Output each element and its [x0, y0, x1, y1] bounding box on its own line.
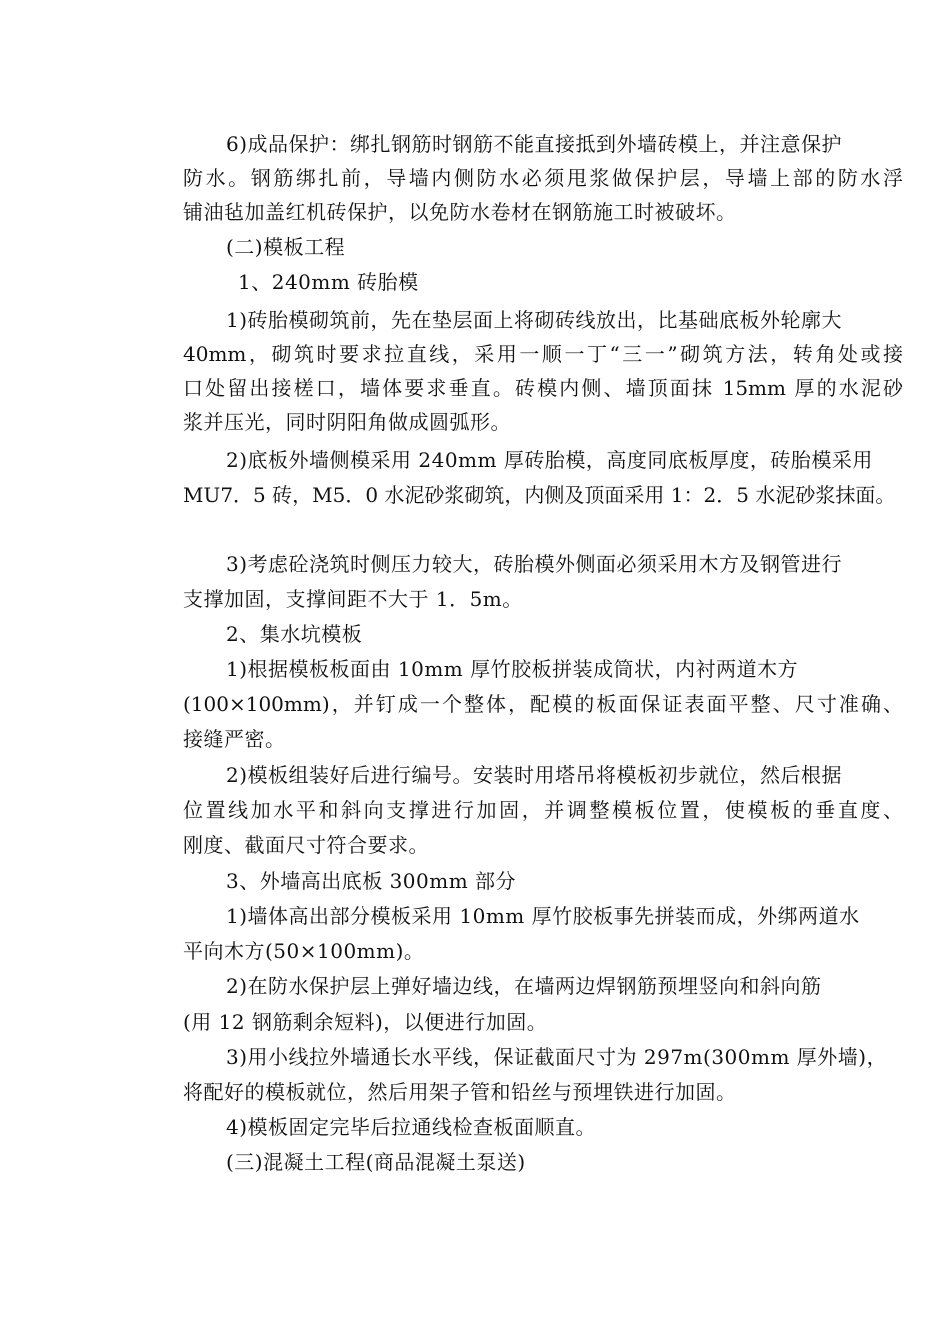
paragraph-line: 1)墙体高出部分模板采用 10mm 厚竹胶板事先拼装而成，外绑两道水 — [226, 904, 860, 928]
subsection-heading: 1、240mm 砖胎模 — [238, 270, 419, 294]
paragraph-line: 3)考虑砼浇筑时侧压力较大，砖胎模外侧面必须采用木方及钢管进行 — [226, 552, 843, 576]
paragraph-line: 将配好的模板就位，然后用架子管和铅丝与预埋铁进行加固。 — [183, 1080, 737, 1104]
paragraph-line: 2)在防水保护层上弹好墙边线，在墙两边焊钢筋预埋竖向和斜向筋 — [226, 974, 822, 998]
paragraph-line: 支撑加固，支撑间距不大于 1．5m。 — [183, 587, 523, 611]
paragraph-line: 铺油毡加盖红机砖保护，以免防水卷材在钢筋施工时被破坏。 — [183, 200, 737, 224]
paragraph-line: (100×100mm)，并钉成一个整体，配模的板面保证表面平整、尺寸准确、 — [183, 692, 903, 716]
paragraph-line: 防水。钢筋绑扎前，导墙内侧防水必须甩浆做保护层，导墙上部的防水浮 — [183, 166, 903, 190]
paragraph-line: 40mm，砌筑时要求拉直线，采用一顺一丁“三一”砌筑方法，转角处或接 — [183, 342, 903, 366]
paragraph-line: 2)模板组装好后进行编号。安装时用塔吊将模板初步就位，然后根据 — [226, 763, 843, 787]
paragraph-line: 浆并压光，同时阴阳角做成圆弧形。 — [183, 410, 511, 434]
subsection-heading: 2、集水坑模板 — [226, 622, 363, 646]
paragraph-line: 3)用小线拉外墙通长水平线，保证截面尺寸为 297m(300mm 厚外墙)， — [226, 1045, 888, 1069]
paragraph-line: 1)根据模板板面由 10mm 厚竹胶板拼装成筒状，内衬两道木方 — [226, 657, 799, 681]
paragraph-line: 6)成品保护：绑扎钢筋时钢筋不能直接抵到外墙砖模上，并注意保护 — [226, 132, 843, 156]
paragraph-line: 位置线加水平和斜向支撑进行加固，并调整模板位置，使模板的垂直度、 — [183, 798, 903, 822]
paragraph-line: 刚度、截面尺寸符合要求。 — [183, 833, 429, 857]
section-heading: (二)模板工程 — [226, 235, 346, 259]
section-heading: (三)混凝土工程(商品混凝土泵送) — [226, 1150, 526, 1174]
paragraph-line: 4)模板固定完毕后拉通线检查板面顺直。 — [226, 1115, 597, 1139]
paragraph-line: 2)底板外墙侧模采用 240mm 厚砖胎模，高度同底板厚度，砖胎模采用 — [226, 448, 873, 472]
paragraph-line: (用 12 钢筋剩余短料)，以便进行加固。 — [183, 1010, 548, 1034]
paragraph-line: 口处留出接槎口，墙体要求垂直。砖模内侧、墙顶面抹 15mm 厚的水泥砂 — [183, 376, 903, 400]
paragraph-line: 平向木方(50×100mm)。 — [183, 939, 425, 963]
subsection-heading: 3、外墙高出底板 300mm 部分 — [226, 869, 517, 893]
paragraph-line: 接缝严密。 — [183, 727, 286, 751]
paragraph-line: MU7．5 砖，M5．0 水泥砂浆砌筑，内侧及顶面采用 1：2．5 水泥砂浆抹面。 — [183, 483, 896, 507]
paragraph-line: 1)砖胎模砌筑前，先在垫层面上将砌砖线放出，比基础底板外轮廓大 — [226, 308, 843, 332]
